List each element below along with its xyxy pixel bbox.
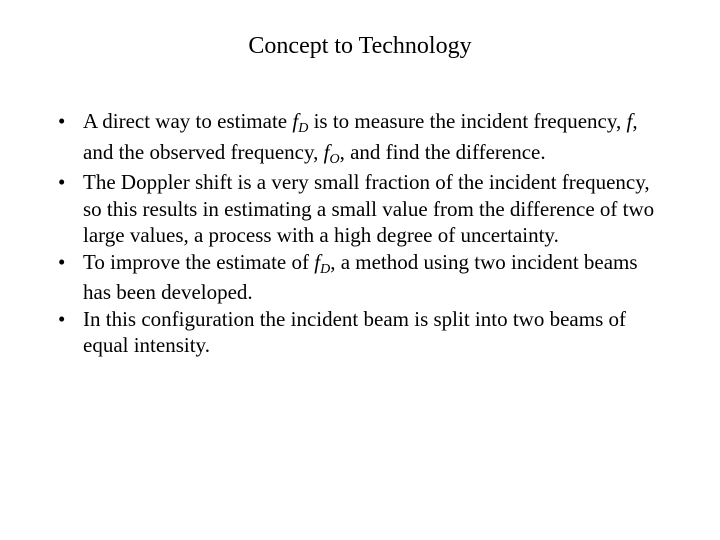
bullet-item bbox=[58, 306, 668, 359]
bullet-list bbox=[58, 108, 668, 359]
bullet-marker: • bbox=[58, 249, 66, 274]
bullet-item bbox=[58, 108, 668, 169]
bullet-marker: • bbox=[58, 109, 66, 133]
bullet-text: , and the observed frequency, bbox=[83, 109, 638, 164]
subscript-d: D bbox=[298, 121, 309, 136]
bullet-item bbox=[58, 249, 668, 306]
symbol-f: f bbox=[626, 109, 633, 133]
symbol-f: f bbox=[323, 139, 330, 164]
bullet-text: To improve the estimate of bbox=[83, 249, 315, 274]
bullet-item bbox=[58, 169, 668, 249]
bullet-marker: • bbox=[58, 306, 66, 331]
slide-title: Concept to Technology bbox=[248, 33, 472, 59]
bullet-text: The Doppler shift is a very small fraction of the incident frequency, so this results in estimating a small value from the difference of two large values, a process with a high degree of uncertainty. bbox=[83, 170, 655, 247]
subscript-d: D bbox=[320, 261, 331, 277]
bullet-text: A direct way to estimate bbox=[83, 109, 293, 133]
bullet-text: In this configuration the incident beam is split into two beams of equal intensity. bbox=[83, 306, 626, 357]
bullet-text: is to measure the incident frequency, bbox=[308, 109, 627, 133]
bullet-text: , and find the difference. bbox=[339, 139, 546, 164]
bullet-text: , a method using two incident beams has been developed. bbox=[83, 249, 638, 304]
subscript-o: O bbox=[329, 151, 340, 167]
bullet-marker: • bbox=[58, 170, 66, 194]
symbol-f: f bbox=[314, 249, 321, 274]
symbol-f: f bbox=[292, 109, 299, 133]
